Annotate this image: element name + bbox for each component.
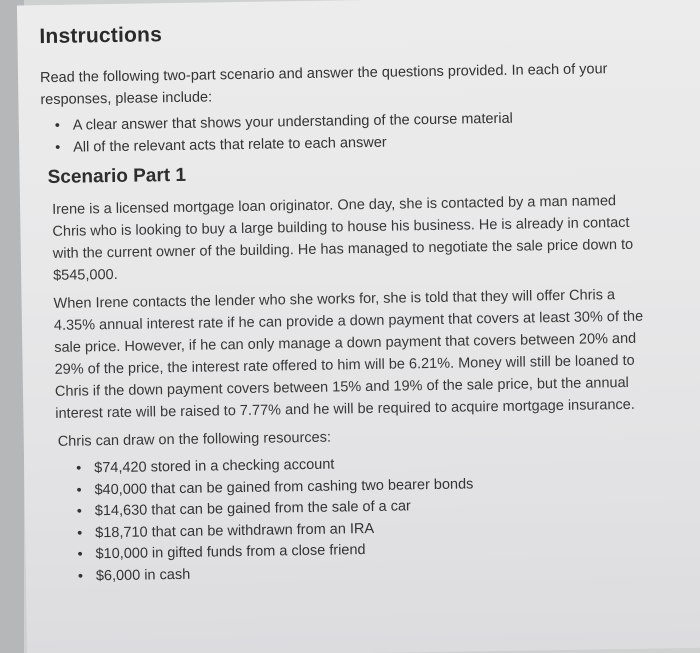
bullet-icon: • xyxy=(54,117,61,134)
instructions-heading: Instructions xyxy=(39,23,163,49)
bullet-icon: • xyxy=(77,524,83,542)
scenario-body xyxy=(52,190,645,425)
bullet-icon: • xyxy=(76,503,83,520)
resource-item-text: $10,000 in gifted funds from a close friend xyxy=(95,542,366,563)
document-page xyxy=(17,0,700,653)
scenario-paragraph-2: When Irene contacts the lender who she works for, she is told that they will offer Chris a 4.35% annual interest rate if he can provide a down payment that covers at least 30% of the sale price. However, if he can only manage a down payment that covers between 20% and 29% of the price, the interest rate offered to him will be 6.21%. Money will still be loaned to Chris if the down payment covers between 15% and 19% of the sale price, but the annual interest rate will be raised to 7.77% and he will be required to acquire mortgage insurance. xyxy=(53,287,644,422)
instructions-item-text: All of the relevant acts that relate to each answer xyxy=(73,134,387,156)
scenario-paragraph-1: Irene is a licensed mortgage loan originator. One day, she is contacted by a man named Chris who is looking to buy a large building to house his business. He is already in contact with the current owner of the building. He has managed to negotiate the sale price down to $545,000. xyxy=(52,193,634,284)
resource-item-text: $40,000 that can be gained from cashing two bearer bonds xyxy=(94,475,474,498)
instructions-intro: Read the following two-part scenario and answer the questions provided. In each of your responses, please include: xyxy=(39,61,608,109)
instructions-list xyxy=(41,106,652,160)
bullet-icon: • xyxy=(77,567,84,585)
bullet-icon: • xyxy=(76,460,82,477)
bullet-icon: • xyxy=(55,139,61,156)
resource-item-text: $18,710 that can be withdrawn from an IRA xyxy=(95,520,375,541)
resource-item-text: $6,000 in cash xyxy=(95,566,191,584)
scenario-heading: Scenario Part 1 xyxy=(47,164,187,188)
resource-item-text: $14,630 that can be gained from the sale of a car xyxy=(94,498,411,520)
resource-item-text: $74,420 stored in a checking account xyxy=(94,456,335,477)
resources-intro: Chris can draw on the following resources: xyxy=(57,429,332,450)
resources-list xyxy=(60,449,658,587)
instructions-item-text: A clear answer that shows your understanding of the course material xyxy=(72,110,513,134)
document-content xyxy=(39,16,658,589)
bullet-icon: • xyxy=(77,546,83,563)
bullet-icon: • xyxy=(76,482,82,499)
